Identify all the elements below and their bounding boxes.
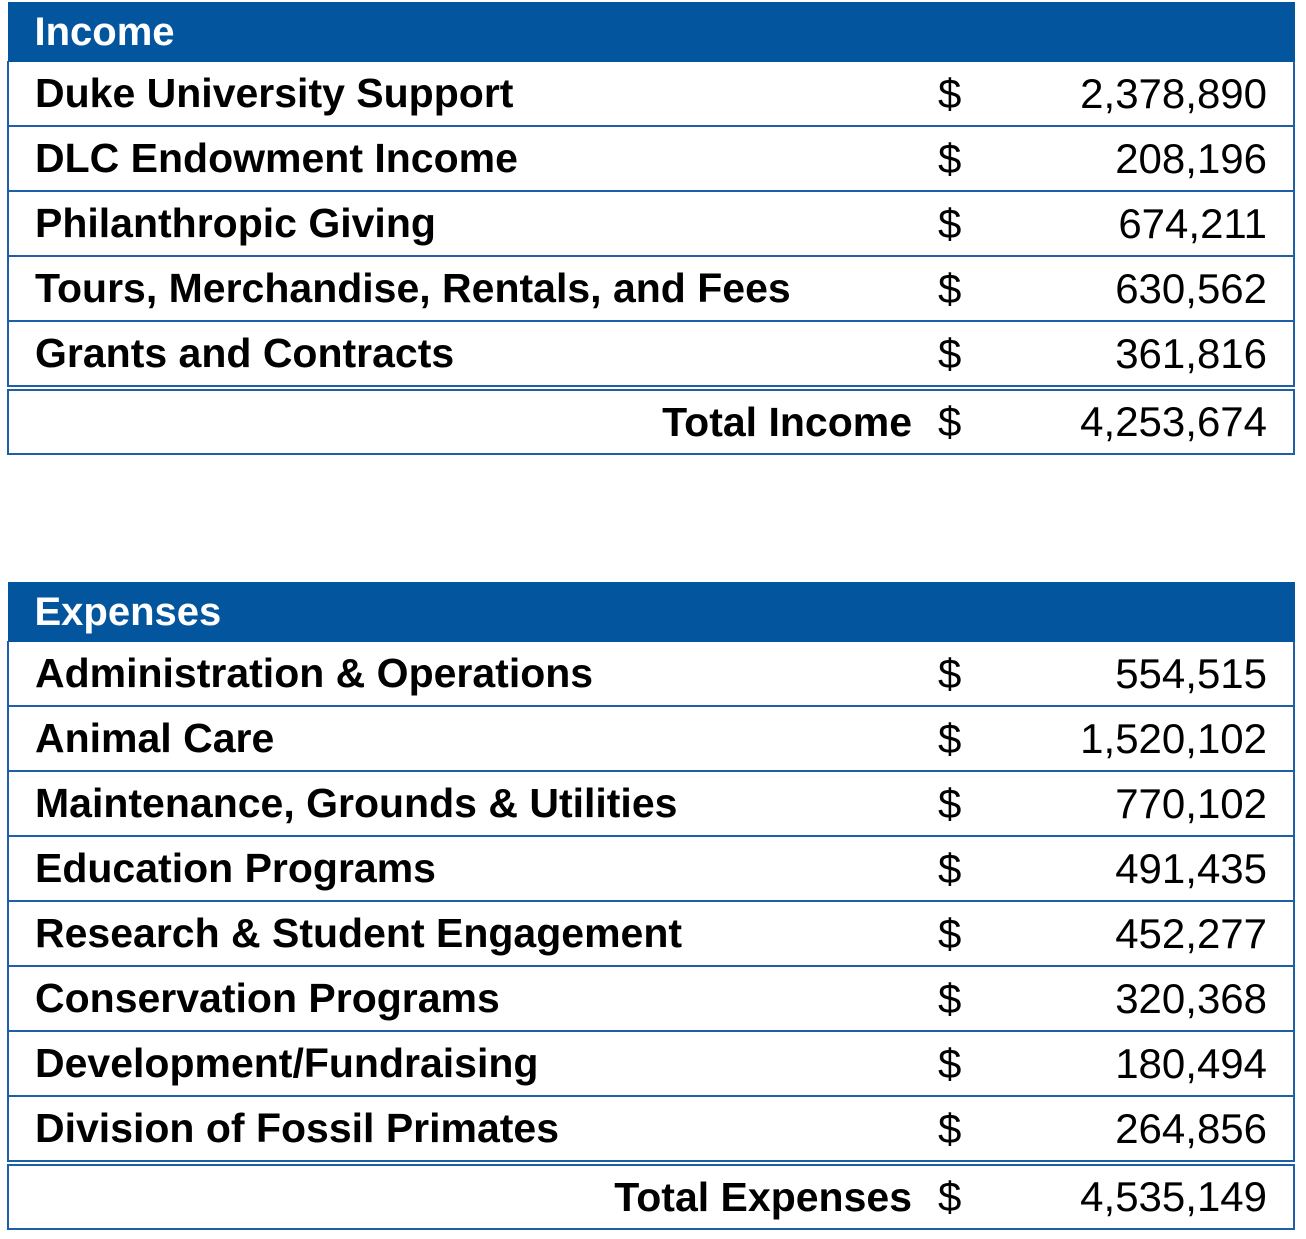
- row-label: Administration & Operations: [8, 642, 932, 707]
- row-label: Tours, Merchandise, Rentals, and Fees: [8, 256, 932, 321]
- currency-symbol: $: [932, 321, 1012, 388]
- row-label: Division of Fossil Primates: [8, 1096, 932, 1163]
- row-amount: 770,102: [1012, 771, 1294, 836]
- row-amount: 1,520,102: [1012, 706, 1294, 771]
- row-amount: 674,211: [1012, 191, 1294, 256]
- expenses-table: [7, 582, 1295, 1230]
- table-row: [8, 901, 1294, 966]
- currency-symbol: $: [932, 126, 1012, 191]
- total-amount: 4,535,149: [1012, 1163, 1294, 1229]
- table-row: [8, 642, 1294, 707]
- table-row: [8, 321, 1294, 388]
- row-amount: 2,378,890: [1012, 62, 1294, 127]
- expenses-title: Expenses: [8, 583, 1294, 642]
- expenses-header-row: [8, 583, 1294, 642]
- row-amount: 630,562: [1012, 256, 1294, 321]
- total-label: Total Income: [8, 388, 932, 454]
- income-header-row: [8, 3, 1294, 62]
- currency-symbol: $: [932, 642, 1012, 707]
- row-label: Education Programs: [8, 836, 932, 901]
- row-label: Duke University Support: [8, 62, 932, 127]
- currency-symbol: $: [932, 1096, 1012, 1163]
- total-label: Total Expenses: [8, 1163, 932, 1229]
- row-amount: 264,856: [1012, 1096, 1294, 1163]
- table-row: [8, 966, 1294, 1031]
- row-label: DLC Endowment Income: [8, 126, 932, 191]
- income-title: Income: [8, 3, 1294, 62]
- currency-symbol: $: [932, 771, 1012, 836]
- table-row: [8, 191, 1294, 256]
- table-row: [8, 126, 1294, 191]
- table-row: [8, 1031, 1294, 1096]
- row-label: Conservation Programs: [8, 966, 932, 1031]
- currency-symbol: $: [932, 62, 1012, 127]
- row-amount: 554,515: [1012, 642, 1294, 707]
- row-label: Animal Care: [8, 706, 932, 771]
- currency-symbol: $: [932, 191, 1012, 256]
- income-total-row: [8, 388, 1294, 454]
- currency-symbol: $: [932, 1031, 1012, 1096]
- currency-symbol: $: [932, 1163, 1012, 1229]
- row-label: Grants and Contracts: [8, 321, 932, 388]
- expenses-total-row: [8, 1163, 1294, 1229]
- row-amount: 361,816: [1012, 321, 1294, 388]
- currency-symbol: $: [932, 966, 1012, 1031]
- row-label: Research & Student Engagement: [8, 901, 932, 966]
- table-row: [8, 836, 1294, 901]
- row-amount: 452,277: [1012, 901, 1294, 966]
- currency-symbol: $: [932, 256, 1012, 321]
- row-amount: 491,435: [1012, 836, 1294, 901]
- table-row: [8, 706, 1294, 771]
- currency-symbol: $: [932, 836, 1012, 901]
- row-amount: 208,196: [1012, 126, 1294, 191]
- table-row: [8, 771, 1294, 836]
- table-row: [8, 62, 1294, 127]
- row-label: Development/Fundraising: [8, 1031, 932, 1096]
- total-amount: 4,253,674: [1012, 388, 1294, 454]
- row-amount: 180,494: [1012, 1031, 1294, 1096]
- row-label: Maintenance, Grounds & Utilities: [8, 771, 932, 836]
- table-row: [8, 1096, 1294, 1163]
- currency-symbol: $: [932, 901, 1012, 966]
- currency-symbol: $: [932, 706, 1012, 771]
- income-table: [7, 2, 1295, 455]
- currency-symbol: $: [932, 388, 1012, 454]
- row-amount: 320,368: [1012, 966, 1294, 1031]
- row-label: Philanthropic Giving: [8, 191, 932, 256]
- table-row: [8, 256, 1294, 321]
